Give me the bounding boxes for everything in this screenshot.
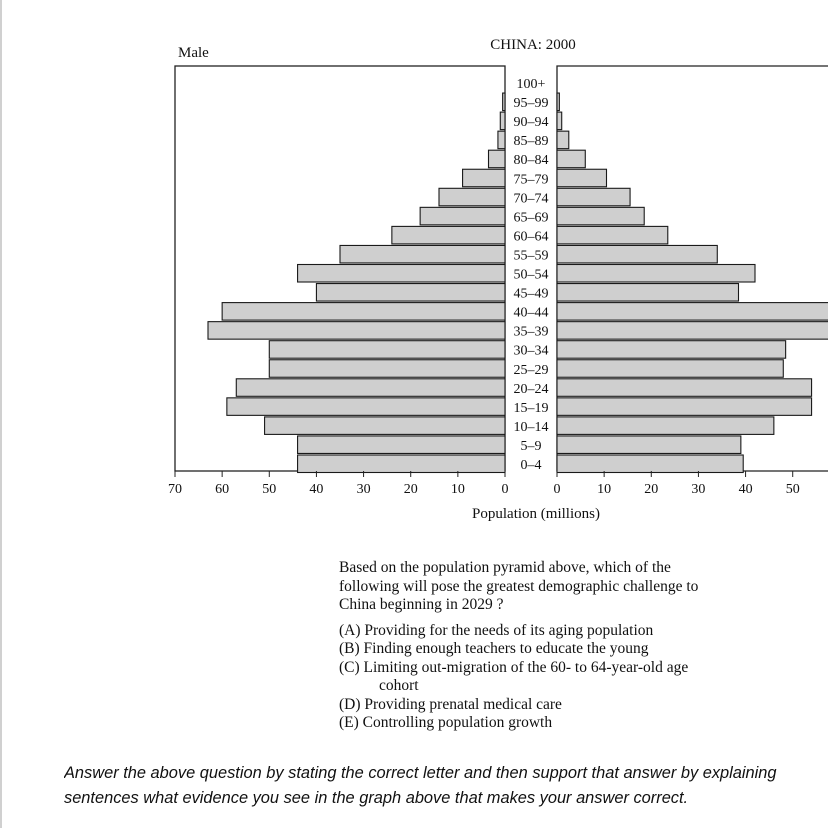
- instruction-line: Answer the above question by stating the correct letter and then support that answer by explaining: [64, 764, 777, 782]
- age-group-label: 65–69: [513, 210, 549, 226]
- male-bar-2: [500, 112, 505, 130]
- option-c-continued: cohort: [379, 677, 419, 694]
- instruction-line: sentences what evidence you see in the graph above that makes your answer correct.: [64, 789, 689, 807]
- male-label: Male: [178, 45, 209, 61]
- option-c: (C) Limiting out-migration of the 60- to 64-year-old age: [339, 658, 689, 676]
- instruction-text: [64, 761, 828, 811]
- female-bar-11: [557, 284, 739, 302]
- male-tick-label: 0: [501, 482, 509, 497]
- prompt-line: Based on the population pyramid above, which of the: [339, 559, 671, 576]
- age-group-label: 90–94: [513, 115, 549, 131]
- female-tick-label: 20: [644, 482, 659, 497]
- x-axis-title: Population (millions): [472, 506, 600, 522]
- male-bar-1: [503, 93, 505, 111]
- male-tick-label: 10: [450, 482, 465, 497]
- male-tick-label: 30: [356, 482, 371, 497]
- age-group-label: 15–19: [513, 400, 549, 416]
- answer-options: [339, 622, 739, 733]
- female-tick-label: 50: [785, 482, 800, 497]
- female-bar-7: [557, 207, 644, 225]
- female-bar-12: [557, 303, 828, 321]
- age-group-label: 35–39: [513, 324, 549, 340]
- male-tick-label: 20: [403, 482, 418, 497]
- male-bar-14: [269, 341, 505, 359]
- female-bar-6: [557, 188, 630, 206]
- age-group-label: 80–84: [513, 153, 549, 169]
- female-bar-1: [557, 93, 559, 111]
- female-bar-2: [557, 112, 562, 130]
- male-bar-12: [222, 303, 505, 321]
- male-bar-6: [439, 188, 505, 206]
- female-tick-label: 10: [597, 482, 612, 497]
- question-prompt: [339, 559, 739, 615]
- question-block: [339, 559, 739, 733]
- male-bar-13: [208, 322, 505, 340]
- male-bar-10: [298, 265, 505, 283]
- male-bar-19: [298, 436, 505, 454]
- age-group-label: 50–54: [513, 267, 549, 283]
- male-bar-16: [236, 379, 505, 397]
- male-tick-label: 50: [262, 482, 277, 497]
- female-bar-8: [557, 226, 668, 244]
- male-bar-20: [298, 455, 505, 473]
- male-tick-label: 60: [215, 482, 230, 497]
- age-group-label: 20–24: [513, 381, 549, 397]
- age-group-label: 0–4: [520, 458, 542, 473]
- female-bar-3: [557, 131, 569, 149]
- prompt-line: China beginning in 2029 ?: [339, 596, 504, 613]
- male-bar-3: [498, 131, 505, 149]
- option-e: (E) Controlling population growth: [339, 714, 553, 731]
- male-bar-7: [420, 207, 505, 225]
- male-bar-11: [316, 284, 505, 302]
- female-bar-13: [557, 322, 828, 340]
- female-bar-19: [557, 436, 741, 454]
- female-bar-14: [557, 341, 786, 359]
- age-group-label: 95–99: [513, 96, 549, 112]
- option-a: (A) Providing for the needs of its aging population: [339, 621, 654, 639]
- male-x-axis: [168, 471, 509, 497]
- age-group-label: 85–89: [513, 134, 549, 150]
- age-group-label: 5–9: [520, 438, 542, 454]
- male-bars: [208, 93, 505, 472]
- age-group-label: 30–34: [513, 343, 549, 359]
- female-tick-label: 40: [738, 482, 753, 497]
- age-group-label: 100+: [516, 77, 546, 92]
- male-bar-17: [227, 398, 505, 416]
- age-group-label: 45–49: [513, 286, 549, 302]
- female-bar-15: [557, 360, 783, 378]
- female-x-axis: [554, 471, 800, 497]
- male-tick-label: 40: [309, 482, 324, 497]
- age-group-label: 75–79: [513, 172, 549, 188]
- male-bar-18: [265, 417, 505, 435]
- male-bar-15: [269, 360, 505, 378]
- male-bar-5: [463, 169, 505, 187]
- male-bar-8: [392, 226, 505, 244]
- prompt-line: following will pose the greatest demographic challenge to: [339, 577, 699, 595]
- age-labels: [514, 77, 549, 473]
- female-tick-label: 30: [691, 482, 706, 497]
- option-b: (B) Finding enough teachers to educate the young: [339, 640, 649, 657]
- chart-title: CHINA: 2000: [490, 37, 576, 53]
- female-bars: [557, 93, 828, 472]
- male-bar-9: [340, 245, 505, 263]
- age-group-label: 60–64: [513, 229, 549, 245]
- age-group-label: 55–59: [513, 248, 549, 264]
- age-group-label: 40–44: [513, 305, 549, 321]
- male-bar-4: [489, 150, 506, 168]
- age-group-label: 10–14: [513, 419, 549, 435]
- female-bar-5: [557, 169, 607, 187]
- age-group-label: 70–74: [513, 191, 549, 207]
- age-group-label: 25–29: [513, 362, 549, 378]
- female-bar-9: [557, 245, 717, 263]
- option-d: (D) Providing prenatal medical care: [339, 695, 562, 713]
- female-bar-18: [557, 417, 774, 435]
- female-bar-10: [557, 265, 755, 283]
- female-bar-4: [557, 150, 585, 168]
- male-tick-label: 70: [168, 482, 182, 497]
- female-bar-16: [557, 379, 812, 397]
- female-bar-17: [557, 398, 812, 416]
- female-bar-20: [557, 455, 743, 473]
- female-tick-label: 0: [553, 482, 561, 497]
